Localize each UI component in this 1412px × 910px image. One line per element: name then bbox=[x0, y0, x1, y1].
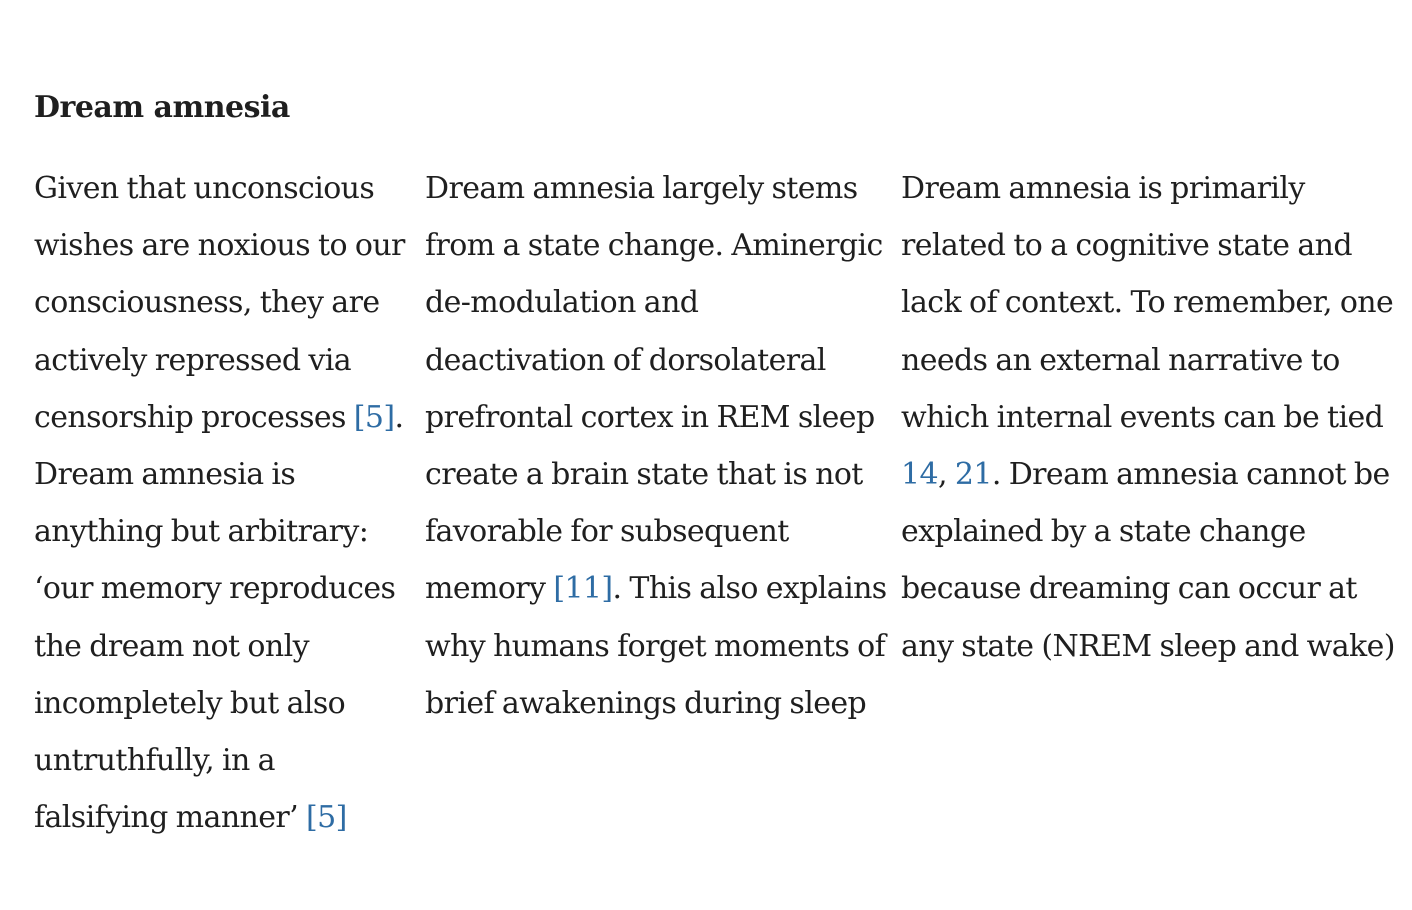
text-segment: any state (NREM sleep and wake) bbox=[901, 628, 1395, 664]
column-freudian-view bbox=[34, 160, 414, 846]
text-line bbox=[901, 332, 1391, 389]
text-line bbox=[901, 217, 1391, 274]
text-segment: actively repressed via bbox=[34, 342, 352, 378]
text-line bbox=[425, 274, 885, 331]
column-cognitive-context-view bbox=[901, 160, 1395, 675]
text-line bbox=[34, 789, 414, 846]
text-line bbox=[425, 675, 885, 732]
text-line bbox=[425, 618, 885, 675]
reference-link[interactable]: 14 bbox=[901, 456, 938, 492]
text-segment: from a state change. Aminergic bbox=[425, 228, 883, 264]
text-line bbox=[425, 446, 885, 503]
text-line bbox=[425, 332, 885, 389]
text-line bbox=[425, 389, 885, 446]
text-segment: because dreaming can occur at bbox=[901, 571, 1357, 607]
text-segment: needs an external narrative to bbox=[901, 342, 1340, 378]
text-segment: Given that unconscious bbox=[34, 171, 375, 206]
text-segment: Dream amnesia is primarily bbox=[901, 171, 1305, 206]
text-segment: . bbox=[394, 399, 404, 435]
text-segment: deactivation of dorsolateral bbox=[425, 342, 826, 378]
text-line bbox=[901, 560, 1391, 617]
text-segment: de-modulation and bbox=[425, 285, 699, 321]
text-segment: wishes are noxious to our bbox=[34, 228, 405, 264]
text-segment: Dream amnesia is bbox=[34, 456, 296, 492]
text-line bbox=[901, 618, 1395, 675]
text-segment: ‘our memory reproduces bbox=[34, 571, 396, 607]
text-line bbox=[34, 618, 414, 675]
text-segment: Dream amnesia largely stems bbox=[425, 171, 858, 206]
text-segment: untruthfully, in a bbox=[34, 742, 275, 778]
text-line bbox=[425, 160, 885, 217]
column-state-change-view bbox=[425, 160, 885, 732]
text-line bbox=[901, 503, 1391, 560]
text-line bbox=[34, 274, 414, 331]
text-segment: why humans forget moments of bbox=[425, 628, 886, 664]
text-segment: consciousness, they are bbox=[34, 285, 380, 321]
text-segment: prefrontal cortex in REM sleep bbox=[425, 399, 875, 435]
text-line bbox=[34, 160, 414, 217]
text-segment: , bbox=[937, 456, 955, 492]
text-segment: explained by a state change bbox=[901, 514, 1306, 550]
text-line bbox=[901, 274, 1394, 331]
reference-link[interactable]: [11] bbox=[553, 571, 613, 607]
text-line bbox=[34, 560, 414, 617]
text-line bbox=[34, 675, 414, 732]
reference-link[interactable]: 21 bbox=[954, 456, 992, 492]
text-line bbox=[901, 389, 1391, 446]
text-segment: brief awakenings during sleep bbox=[425, 685, 867, 721]
text-segment: which internal events can be tied bbox=[901, 399, 1384, 435]
text-segment: lack of context. To remember, one bbox=[901, 285, 1394, 321]
reference-link[interactable]: [5] bbox=[353, 399, 395, 435]
text-segment: anything but arbitrary: bbox=[34, 514, 369, 550]
text-line bbox=[901, 446, 1391, 503]
text-segment: . Dream amnesia cannot be bbox=[991, 456, 1390, 492]
text-line bbox=[425, 503, 885, 560]
text-line bbox=[34, 332, 414, 389]
text-line bbox=[34, 503, 414, 560]
text-segment: censorship processes bbox=[34, 399, 354, 435]
text-segment: falsifying manner’ bbox=[34, 800, 307, 836]
text-line bbox=[34, 732, 414, 789]
section-title: Dream amnesia bbox=[34, 90, 290, 125]
text-line bbox=[34, 217, 414, 274]
text-segment: . This also explains bbox=[612, 571, 887, 607]
reference-link[interactable]: [5] bbox=[306, 800, 347, 836]
text-line bbox=[425, 560, 885, 617]
text-line bbox=[34, 389, 414, 446]
text-segment: favorable for subsequent bbox=[425, 514, 789, 550]
text-line bbox=[901, 160, 1391, 217]
text-segment: the dream not only bbox=[34, 628, 309, 664]
text-line bbox=[34, 446, 414, 503]
text-segment: memory bbox=[425, 571, 554, 607]
text-segment: related to a cognitive state and bbox=[901, 228, 1352, 264]
text-line bbox=[425, 217, 885, 274]
text-segment: incompletely but also bbox=[34, 685, 346, 721]
text-segment: create a brain state that is not bbox=[425, 456, 863, 492]
